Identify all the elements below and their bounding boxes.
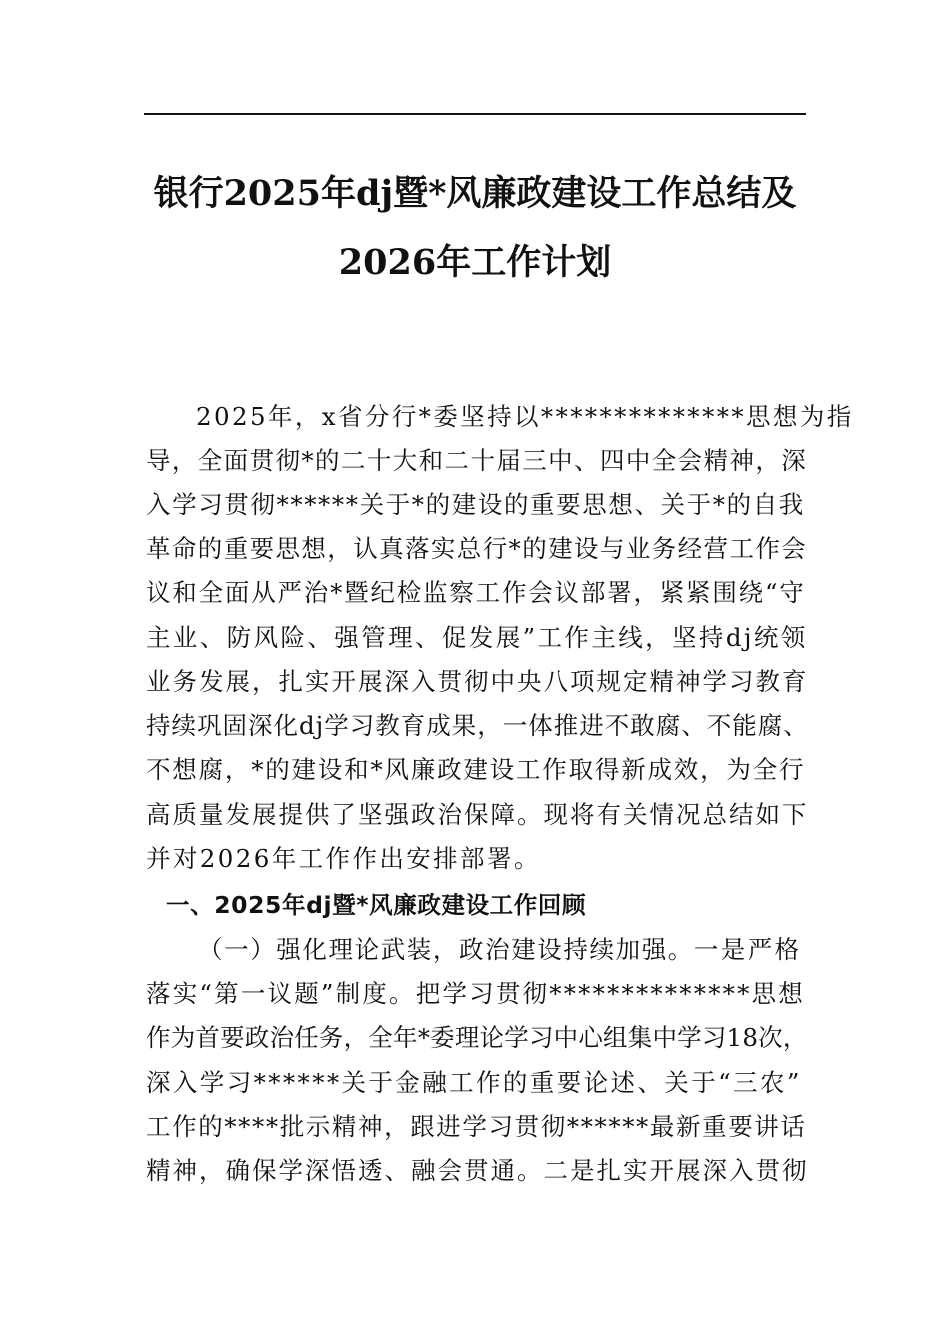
paragraph-line: 2025年，x省分行*委坚持以**************思想为指 xyxy=(196,402,854,431)
paragraph-line: 业务发展，扎实开展深入贯彻中央八项规定精神学习教育 xyxy=(146,667,809,696)
subsection-heading: （一）强化理论武装，政治建设持续加强。 xyxy=(198,935,694,964)
paragraph-line: 议和全面从严治*暨纪检监察工作会议部署，紧紧围绕“守 xyxy=(146,578,806,607)
header-rule xyxy=(144,113,806,115)
paragraph-line: 落实“第一议题”制度。把学习贯彻**************思想 xyxy=(146,979,805,1008)
paragraph-line: 并对2026年工作作出安排部署。 xyxy=(146,844,541,873)
document-title-line-1: 银行2025年dj暨*风廉政建设工作总结及 xyxy=(153,173,797,214)
paragraph-line: 导，全面贯彻*的二十大和二十届三中、四中全会精神，深 xyxy=(146,446,808,475)
document-title-line-2: 2026年工作计划 xyxy=(338,242,612,283)
subsection-paragraph-line xyxy=(198,927,808,972)
paragraph-line: 不想腐，*的建设和*风廉政建设工作取得新成效，为全行 xyxy=(146,755,806,784)
paragraph-line: 入学习贯彻******关于*的建设的重要思想、关于*的自我 xyxy=(146,490,805,519)
paragraph-line: 持续巩固深化dj学习教育成果，一体推进不敢腐、不能腐、 xyxy=(146,711,809,740)
paragraph-line: 深入学习******关于金融工作的重要论述、关于“三农” xyxy=(146,1068,802,1097)
section-heading: 一、2025年dj暨*风廉政建设工作回顾 xyxy=(166,891,587,919)
paragraph-line: 作为首要政治任务，全年*委理论学习中心组集中学习18次， xyxy=(146,1023,808,1052)
paragraph-line: 革命的重要思想，认真落实总行*的建设与业务经营工作会 xyxy=(146,534,808,563)
paragraph-line: 高质量发展提供了坚强政治保障。现将有关情况总结如下 xyxy=(146,800,809,829)
paragraph-line: 精神，确保学深悟透、融会贯通。二是扎实开展深入贯彻 xyxy=(146,1156,809,1185)
paragraph-line: 工作的****批示精神，跟进学习贯彻******最新重要讲话 xyxy=(146,1112,807,1141)
paragraph-line: 主业、防风险、强管理、促发展”工作主线，坚持dj统领 xyxy=(146,623,808,652)
paragraph-text: 一是严格 xyxy=(693,935,802,964)
